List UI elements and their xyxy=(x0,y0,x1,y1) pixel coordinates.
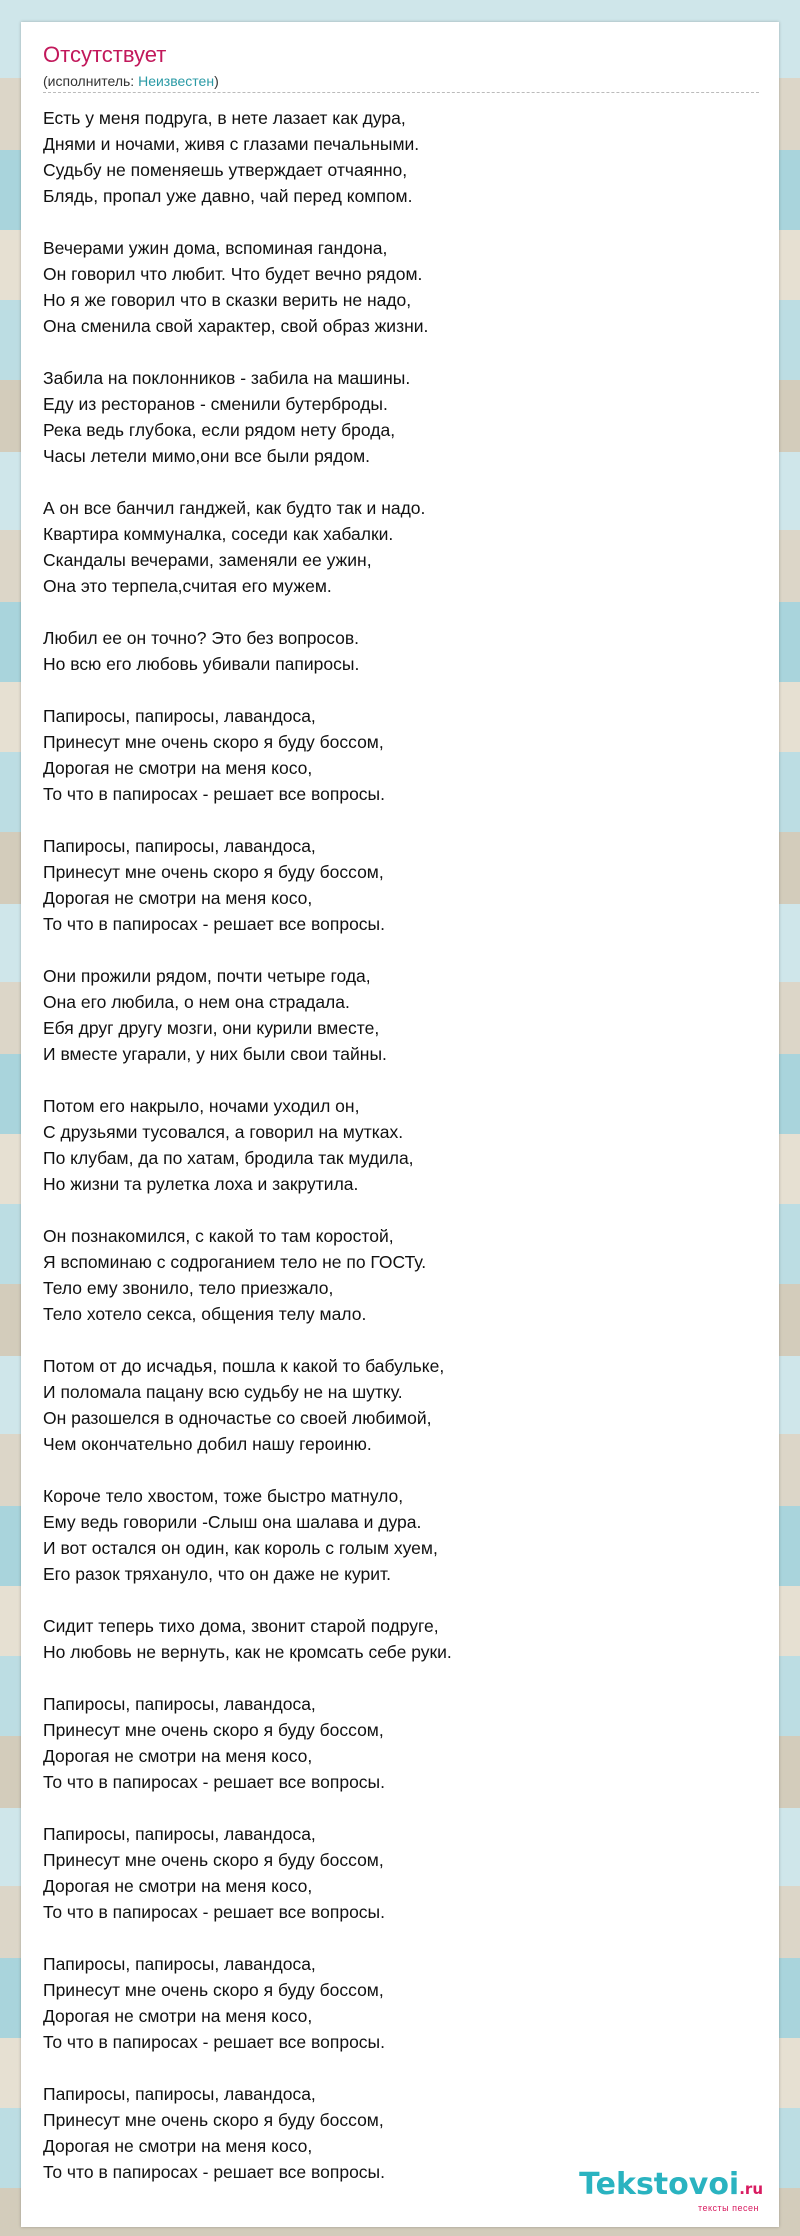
lyric-line: Папиросы, папиросы, лавандоса, xyxy=(43,2084,316,2104)
lyric-line: Принесут мне очень скоро я буду боссом, xyxy=(43,862,384,882)
logo-wordmark xyxy=(579,2169,763,2205)
lyric-line: Принесут мне очень скоро я буду боссом, xyxy=(43,2110,384,2130)
site-logo[interactable] xyxy=(579,2169,763,2213)
lyric-line: Потом его накрыло, ночами уходил он, xyxy=(43,1096,360,1116)
lyric-line: Река ведь глубока, если рядом нету брода, xyxy=(43,420,396,440)
lyric-line: То что в папиросах - решает все вопросы. xyxy=(43,1902,385,1922)
lyric-line: Она это терпела,считая его мужем. xyxy=(43,576,332,596)
lyrics-stanza xyxy=(43,703,759,807)
lyrics-stanza xyxy=(43,1821,759,1925)
lyric-line: Тело ему звонило, тело приезжало, xyxy=(43,1278,334,1298)
lyric-line: Но жизни та рулетка лоха и закрутила. xyxy=(43,1174,359,1194)
lyric-line: Папиросы, папиросы, лавандоса, xyxy=(43,706,316,726)
lyric-line: Дорогая не смотри на меня косо, xyxy=(43,1746,313,1766)
lyric-line: Короче тело хвостом, тоже быстро матнуло, xyxy=(43,1486,404,1506)
lyrics-stanza xyxy=(43,833,759,937)
lyrics-stanza xyxy=(43,235,759,339)
lyric-line: Чем окончательно добил нашу героиню. xyxy=(43,1434,372,1454)
lyric-line: Вечерами ужин дома, вспоминая гандона, xyxy=(43,238,388,258)
lyric-line: Дорогая не смотри на меня косо, xyxy=(43,2136,313,2156)
lyrics-stanza xyxy=(43,495,759,599)
lyric-line: То что в папиросах - решает все вопросы. xyxy=(43,2162,385,2182)
lyrics-stanza xyxy=(43,1613,759,1665)
lyric-line: Его разок тряхануло, что он даже не курит. xyxy=(43,1564,391,1584)
lyrics-stanza xyxy=(43,1223,759,1327)
logo-tld: .ru xyxy=(739,2180,763,2198)
lyric-line: Я вспоминаю с содроганием тело не по ГОСТу. xyxy=(43,1252,427,1272)
lyric-line: Еду из ресторанов - сменили бутерброды. xyxy=(43,394,388,414)
lyric-line: Дорогая не смотри на меня косо, xyxy=(43,2006,313,2026)
lyric-line: Принесут мне очень скоро я буду боссом, xyxy=(43,1850,384,1870)
lyric-line: Она его любила, о нем она страдала. xyxy=(43,992,350,1012)
lyric-line: Он познакомился, с какой то там коростой, xyxy=(43,1226,394,1246)
lyric-line: Днями и ночами, живя с глазами печальными. xyxy=(43,134,420,154)
lyric-line: Ебя друг другу мозги, они курили вместе, xyxy=(43,1018,380,1038)
lyric-line: Папиросы, папиросы, лавандоса, xyxy=(43,836,316,856)
lyric-line: То что в папиросах - решает все вопросы. xyxy=(43,914,385,934)
lyric-line: Папиросы, папиросы, лавандоса, xyxy=(43,1694,316,1714)
lyric-line: То что в папиросах - решает все вопросы. xyxy=(43,2032,385,2052)
lyric-line: Папиросы, папиросы, лавандоса, xyxy=(43,1954,316,1974)
lyric-line: То что в папиросах - решает все вопросы. xyxy=(43,1772,385,1792)
lyrics-card xyxy=(21,22,779,2227)
lyric-line: Скандалы вечерами, заменяли ее ужин, xyxy=(43,550,372,570)
lyrics-stanza xyxy=(43,105,759,209)
logo-brand: Tekstovoi xyxy=(579,2167,740,2202)
artist-suffix: ) xyxy=(214,73,219,89)
lyric-line: Дорогая не смотри на меня косо, xyxy=(43,888,313,908)
lyric-line: А он все банчил ганджей, как будто так и надо. xyxy=(43,498,426,518)
lyric-line: Ему ведь говорили -Слыш она шалава и дура. xyxy=(43,1512,422,1532)
lyric-line: Любил ее он точно? Это без вопросов. xyxy=(43,628,360,648)
lyric-line: Но всю его любовь убивали папиросы. xyxy=(43,654,360,674)
lyrics-stanza xyxy=(43,625,759,677)
logo-tagline: тексты песен xyxy=(697,2203,759,2213)
lyric-line: Блядь, пропал уже давно, чай перед компом. xyxy=(43,186,413,206)
lyric-line: И вот остался он один, как король с голым хуем, xyxy=(43,1538,438,1558)
lyric-line: Дорогая не смотри на меня косо, xyxy=(43,758,313,778)
lyric-line: Забила на поклонников - забила на машины. xyxy=(43,368,411,388)
lyrics-stanza xyxy=(43,1951,759,2055)
lyric-line: То что в папиросах - решает все вопросы. xyxy=(43,784,385,804)
lyrics-stanza xyxy=(43,1483,759,1587)
lyrics-stanza xyxy=(43,1691,759,1795)
lyric-line: Принесут мне очень скоро я буду боссом, xyxy=(43,1980,384,2000)
lyrics-body xyxy=(43,105,759,2211)
lyric-line: Потом от до исчадья, пошла к какой то бабульке, xyxy=(43,1356,445,1376)
lyric-line: И поломала пацану всю судьбу не на шутку. xyxy=(43,1382,403,1402)
lyric-line: Принесут мне очень скоро я буду боссом, xyxy=(43,732,384,752)
lyric-line: Квартира коммуналка, соседи как хабалки. xyxy=(43,524,394,544)
lyric-line: И вместе угарали, у них были свои тайны. xyxy=(43,1044,387,1064)
lyric-line: Но любовь не вернуть, как не кромсать себе руки. xyxy=(43,1642,452,1662)
artist-prefix: (исполнитель: xyxy=(43,73,139,89)
lyrics-stanza xyxy=(43,963,759,1067)
lyric-line: Судьбу не поменяешь утверждает отчаянно, xyxy=(43,160,408,180)
lyric-line: Он разошелся в одночастье со своей любимой, xyxy=(43,1408,432,1428)
lyrics-stanza xyxy=(43,365,759,469)
lyric-line: Он говорил что любит. Что будет вечно рядом. xyxy=(43,264,423,284)
lyric-line: Они прожили рядом, почти четыре года, xyxy=(43,966,371,986)
lyric-line: Есть у меня подруга, в нете лазает как дура, xyxy=(43,108,406,128)
lyric-line: Но я же говорил что в сказки верить не надо, xyxy=(43,290,412,310)
lyric-line: Дорогая не смотри на меня косо, xyxy=(43,1876,313,1896)
lyric-line: Часы летели мимо,они все были рядом. xyxy=(43,446,370,466)
lyric-line: С друзьями тусовался, а говорил на мутках. xyxy=(43,1122,404,1142)
lyric-line: Папиросы, папиросы, лавандоса, xyxy=(43,1824,316,1844)
artist-line xyxy=(43,72,759,93)
song-title: Отсутствует xyxy=(43,42,167,67)
lyric-line: Принесут мне очень скоро я буду боссом, xyxy=(43,1720,384,1740)
lyric-line: Тело хотело секса, общения телу мало. xyxy=(43,1304,367,1324)
artist-link[interactable]: Неизвестен xyxy=(138,73,215,89)
lyric-line: Она сменила свой характер, свой образ жизни. xyxy=(43,316,429,336)
lyrics-stanza xyxy=(43,1093,759,1197)
lyric-line: Сидит теперь тихо дома, звонит старой подруге, xyxy=(43,1616,439,1636)
lyric-line: По клубам, да по хатам, бродила так мудила, xyxy=(43,1148,414,1168)
lyrics-stanza xyxy=(43,1353,759,1457)
